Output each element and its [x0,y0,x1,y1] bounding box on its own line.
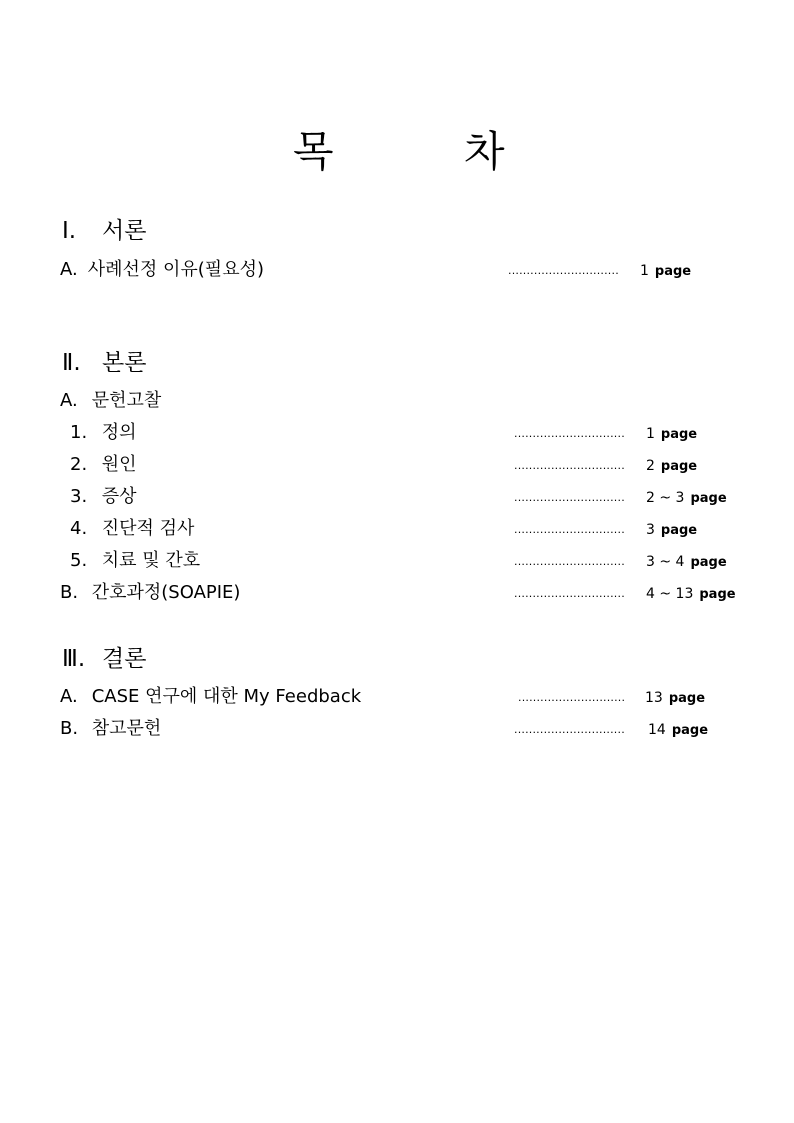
toc-entry-reason[interactable] [0,258,794,282]
page-ref: 13 page [645,690,706,706]
leader-dots: .............................. [514,723,625,736]
page-ref: 1 page [646,426,698,442]
entry-marker: 5. [70,550,88,571]
toc-entry-definition[interactable] [0,421,794,445]
section-numeral: Ⅲ. [62,646,86,672]
toc-entry-treatment[interactable] [0,549,794,573]
section-title: 본론 [102,350,147,376]
section-heading-intro [62,216,146,246]
page-ref: 4 ~ 13 page [646,586,736,602]
entry-marker: A. [60,259,78,280]
page-ref: 14 page [648,722,709,738]
leader-dots: .............................. [508,264,619,277]
section-numeral: Ⅱ. [62,350,81,376]
entry-marker: B. [60,718,79,739]
page-title [0,122,794,182]
entry-label: 원인 [101,454,137,475]
section-numeral: Ⅰ. [62,218,77,244]
toc-entry-cause[interactable] [0,453,794,477]
entry-label: 참고문헌 [91,718,162,739]
toc-entry-references[interactable] [0,717,794,741]
entry-label: 사례선정 이유(필요성) [87,259,264,280]
entry-label: 진단적 검사 [101,518,195,539]
entry-marker: 3. [70,486,88,507]
entry-marker: B. [60,582,79,603]
entry-label: 간호과정(SOAPIE) [91,582,241,603]
toc-entry-diagnostics[interactable] [0,517,794,541]
toc-entry-nursing-process[interactable] [0,581,794,605]
leader-dots: .............................. [514,555,625,568]
title-char-2: 차 [464,127,505,176]
entry-label: 정의 [101,422,137,443]
entry-marker: 2. [70,454,88,475]
leader-dots: .............................. [514,491,625,504]
page-ref: 3 ~ 4 page [646,554,727,570]
entry-label: 치료 및 간호 [101,550,201,571]
entry-marker: A. [60,686,78,707]
entry-label: 문헌고찰 [91,390,162,411]
entry-marker: 4. [70,518,88,539]
toc-entry-literature[interactable] [0,389,794,413]
title-char-1: 목 [293,127,334,176]
leader-dots: .............................. [514,427,625,440]
section-heading-conclusion [62,644,146,674]
leader-dots: .............................. [514,587,625,600]
page-ref: 1 page [640,263,692,279]
entry-marker: 1. [70,422,88,443]
leader-dots: .............................. [514,523,625,536]
toc-entry-symptoms[interactable] [0,485,794,509]
section-heading-body [62,348,146,378]
toc-entry-feedback[interactable] [0,685,794,709]
page-ref: 3 page [646,522,698,538]
section-title: 서론 [102,218,147,244]
entry-marker: A. [60,390,78,411]
entry-label: CASE 연구에 대한 My Feedback [91,686,362,707]
section-title: 결론 [102,646,147,672]
entry-label: 증상 [101,486,137,507]
page-ref: 2 ~ 3 page [646,490,727,506]
page-ref: 2 page [646,458,698,474]
leader-dots: ............................. [518,691,626,704]
leader-dots: .............................. [514,459,625,472]
